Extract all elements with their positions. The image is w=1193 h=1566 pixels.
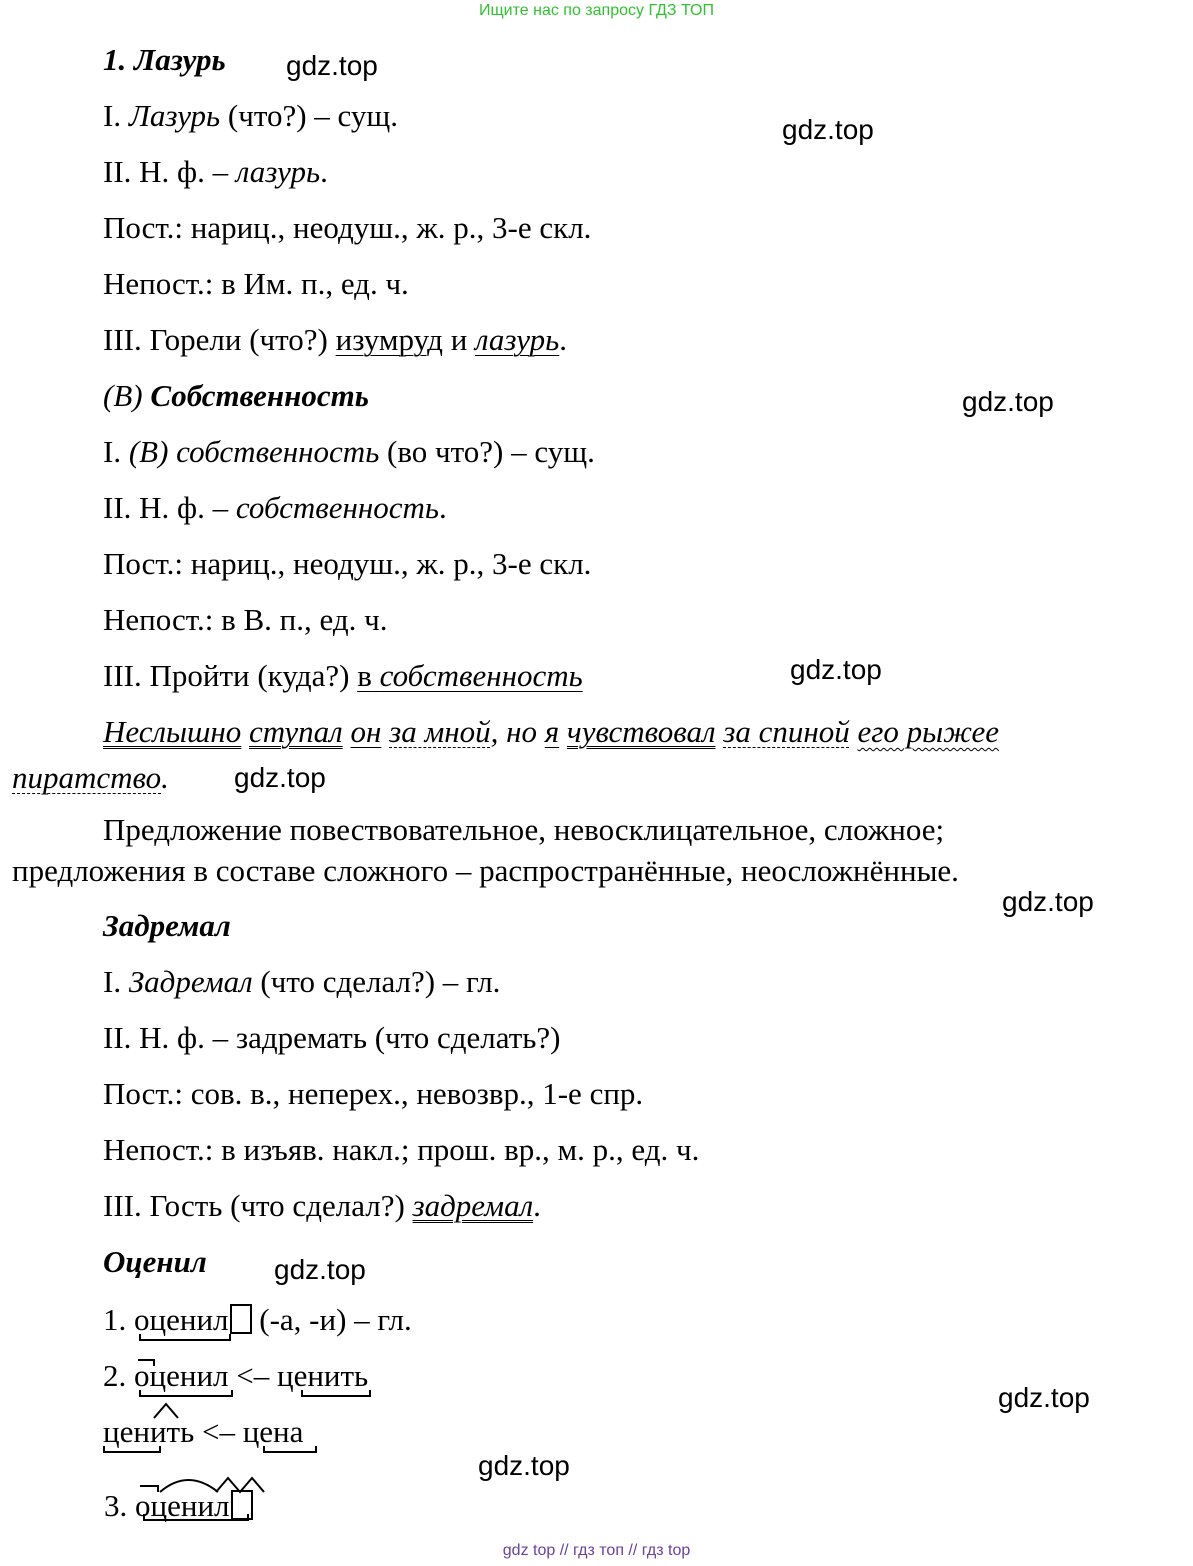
section-title-text: Лазурь (134, 42, 226, 77)
root-mark-icon (104, 1446, 160, 1452)
watermark: gdz.top (1002, 886, 1094, 917)
watermark: gdz.top (274, 1254, 366, 1285)
s4-line-3: ценить <– цена (103, 1414, 304, 1449)
s1-line-2: II. Н. ф. – лазурь. (103, 154, 328, 189)
prefix-mark-icon (138, 1360, 154, 1366)
suffix-mark-icon (216, 1478, 264, 1492)
s1-line-4: Непост.: в Им. п., ед. ч. (103, 266, 409, 301)
suffix-mark-icon (154, 1404, 178, 1418)
s2-line-1: I. (В) собственность (во что?) – сущ. (103, 434, 595, 469)
s2-line-5: III. Пройти (куда?) в собственность (103, 658, 583, 693)
watermark: gdz.top (782, 114, 874, 145)
root-mark-icon (140, 1390, 232, 1396)
root-arc-icon (140, 1334, 230, 1340)
analysis-line-1: Предложение повествовательное, невосклицательное, сложное; (103, 812, 945, 847)
watermark: gdz.top (478, 1450, 570, 1481)
watermark: gdz.top (790, 654, 882, 685)
section-title-zadremal: Задремал (103, 908, 231, 943)
s2-line-2: II. Н. ф. – собственность. (103, 490, 447, 525)
root-arc-icon (160, 1480, 218, 1492)
section-number: 1. (103, 42, 127, 77)
s4-line-2: 2. оценил <– ценить (103, 1358, 369, 1393)
section-title-otsenil: Оценил (103, 1244, 207, 1279)
s4-line-1: 1. оценил (-а, -и) – гл. (103, 1302, 412, 1337)
section-title-sobstvennost: (В) Собственность (103, 378, 369, 413)
s2-line-3: Пост.: нариц., неодуш., ж. р., 3-е скл. (103, 546, 592, 581)
s1-line-5: III. Горели (что?) изумруд и лазурь. (103, 322, 568, 357)
s2-line-4: Непост.: в В. п., ед. ч. (103, 602, 388, 637)
watermark: gdz.top (286, 50, 378, 81)
analysis-line-2: предложения в составе сложного – распространённые, неосложнённые. (12, 853, 959, 888)
s4-line-4: 3. оценил (104, 1488, 253, 1524)
sentence-line-2: пиратство. (12, 760, 169, 795)
top-search-link[interactable]: Ищите нас по запросу ГДЗ ТОП (479, 2, 714, 19)
sentence-line-1: Неслышно ступал он за мной, но я чувствовал за спиной его рыжее (103, 714, 1000, 749)
s3-line-4: Непост.: в изъяв. накл.; прош. вр., м. р., ед. ч. (103, 1132, 700, 1167)
stem-bracket-icon (144, 1514, 248, 1520)
root-mark-icon (264, 1446, 316, 1452)
s3-line-3: Пост.: сов. в., неперех., невозвр., 1-е спр. (103, 1076, 644, 1111)
s1-line-1: I. Лазурь (что?) – сущ. (103, 98, 399, 133)
watermark: gdz.top (962, 386, 1054, 417)
root-mark-icon (302, 1390, 370, 1396)
watermark: gdz.top (998, 1382, 1090, 1413)
s3-line-1: I. Задремал (что сделал?) – гл. (103, 964, 501, 999)
s3-line-5: III. Гость (что сделал?) задремал. (103, 1188, 541, 1223)
s1-line-3: Пост.: нариц., неодуш., ж. р., 3-е скл. (103, 210, 592, 245)
prefix-mark-icon (140, 1486, 158, 1492)
watermark: gdz.top (234, 762, 326, 793)
bottom-links[interactable]: gdz top // гдз топ // гдз top (502, 1542, 691, 1559)
s3-line-2: II. Н. ф. – задремать (что сделать?) (103, 1020, 561, 1055)
